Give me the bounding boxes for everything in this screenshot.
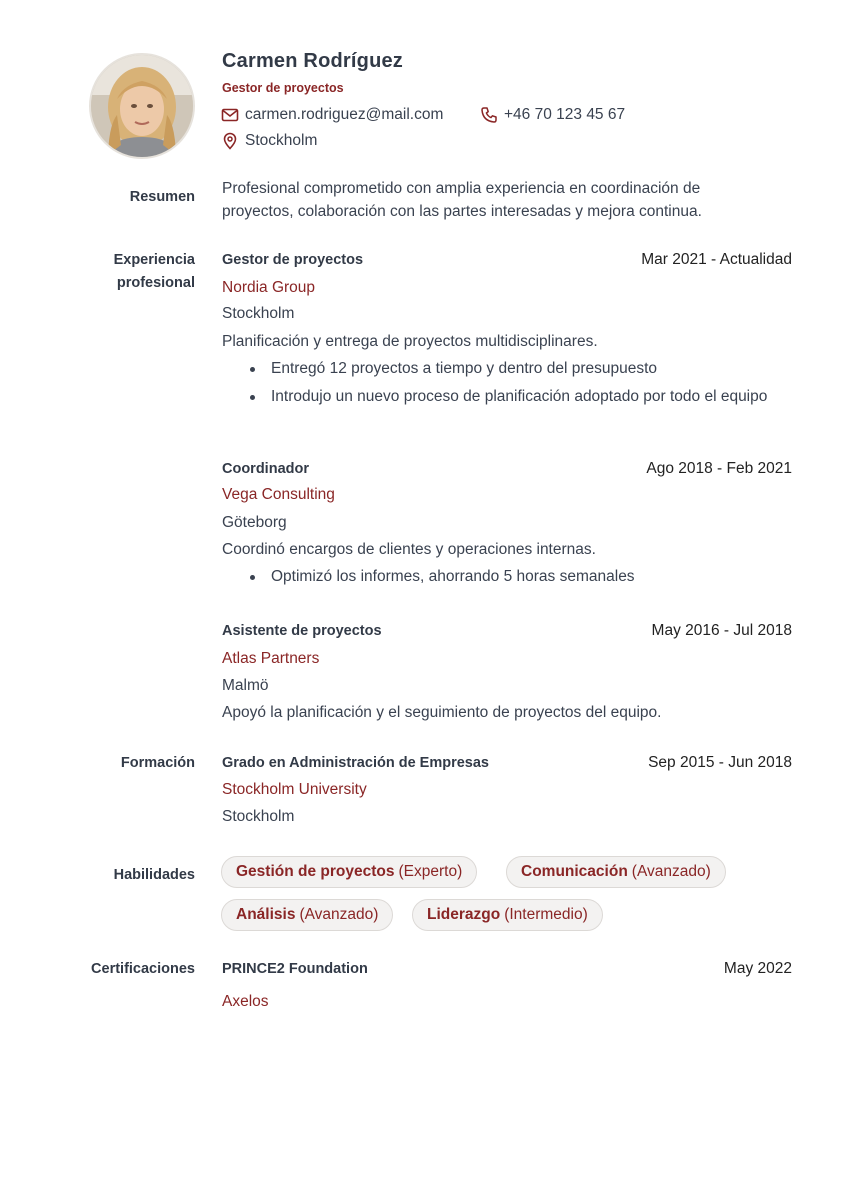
job-company: Nordia Group [222, 279, 316, 296]
certification-date: May 2022 [723, 960, 792, 977]
contact-location [221, 132, 317, 150]
job-title: Coordinador [222, 461, 309, 477]
section-label-line: profesional [116, 275, 195, 291]
degree-institution: Stockholm University [222, 781, 367, 798]
job-company: Atlas Partners [222, 650, 320, 667]
summary-text [222, 177, 702, 223]
bullet-icon [250, 575, 255, 580]
skill-chip [506, 856, 726, 888]
achievement-item [248, 358, 793, 380]
degree-title: Grado en Administración de Empresas [222, 755, 489, 771]
job-dates: May 2016 - Jul 2018 [651, 622, 792, 639]
avatar-photo [91, 55, 193, 157]
summary-line: Profesional comprometido con amplia experiencia en coordinación de [222, 180, 701, 197]
certification-issuer: Axelos [222, 993, 269, 1010]
location-text: Stockholm [245, 132, 318, 149]
mail-icon [221, 106, 239, 124]
skill-level: (Intermedio) [504, 906, 588, 923]
achievement-text: Introdujo un nuevo proceso de planificación adoptado por todo el equipo [271, 388, 768, 405]
section-label-line: Experiencia [113, 252, 195, 268]
job-description: Apoyó la planificación y el seguimiento de proyectos del equipo. [222, 704, 662, 721]
job-company: Vega Consulting [222, 486, 335, 503]
job-location: Malmö [222, 677, 269, 694]
skill-chip [412, 899, 603, 931]
section-label-skills: Habilidades [113, 867, 195, 883]
skill-chip [221, 899, 393, 931]
summary-line: proyectos, colaboración con las partes interesadas y mejora continua. [222, 203, 702, 220]
job-achievements [248, 566, 793, 594]
skill-name: Liderazgo [427, 906, 501, 923]
skill-name: Gestión de proyectos [236, 863, 395, 880]
email-text: carmen.rodriguez@mail.com [245, 106, 444, 123]
job-title: Gestor de proyectos [222, 252, 364, 268]
skill-level: (Avanzado) [631, 863, 711, 880]
location-pin-icon [221, 132, 239, 150]
certification-title: PRINCE2 Foundation [222, 961, 368, 977]
job-description: Planificación y entrega de proyectos multidisciplinares. [222, 333, 598, 350]
achievement-item [248, 566, 793, 588]
degree-location: Stockholm [222, 808, 295, 825]
job-description: Coordinó encargos de clientes y operaciones internas. [222, 541, 596, 558]
bullet-icon [250, 367, 255, 372]
achievement-item [248, 386, 793, 408]
phone-icon [480, 106, 498, 124]
candidate-name: Carmen Rodríguez [222, 50, 404, 72]
phone-text: +46 70 123 45 67 [504, 106, 626, 123]
skill-level: (Experto) [398, 863, 463, 880]
section-label-certifications: Certificaciones [91, 961, 195, 977]
achievement-text: Optimizó los informes, ahorrando 5 horas semanales [271, 568, 635, 585]
job-dates: Ago 2018 - Feb 2021 [646, 460, 792, 477]
achievement-text: Entregó 12 proyectos a tiempo y dentro del presupuesto [271, 360, 658, 377]
section-label-education: Formación [120, 755, 195, 771]
skill-name: Análisis [236, 906, 296, 923]
job-location: Göteborg [222, 514, 287, 531]
section-label-experience [114, 249, 195, 295]
skill-chip [221, 856, 477, 888]
avatar [89, 53, 195, 159]
job-dates: Mar 2021 - Actualidad [641, 251, 792, 268]
job-location: Stockholm [222, 305, 295, 322]
skill-name: Comunicación [521, 863, 628, 880]
contact-email[interactable] [221, 106, 443, 124]
degree-dates: Sep 2015 - Jun 2018 [648, 754, 792, 771]
bullet-icon [250, 395, 255, 400]
section-label-summary: Resumen [129, 189, 195, 205]
job-achievements [248, 358, 793, 414]
skill-level: (Avanzado) [299, 906, 379, 923]
candidate-role: Gestor de proyectos [222, 81, 344, 95]
contact-phone[interactable] [480, 106, 625, 124]
job-title: Asistente de proyectos [222, 623, 382, 639]
